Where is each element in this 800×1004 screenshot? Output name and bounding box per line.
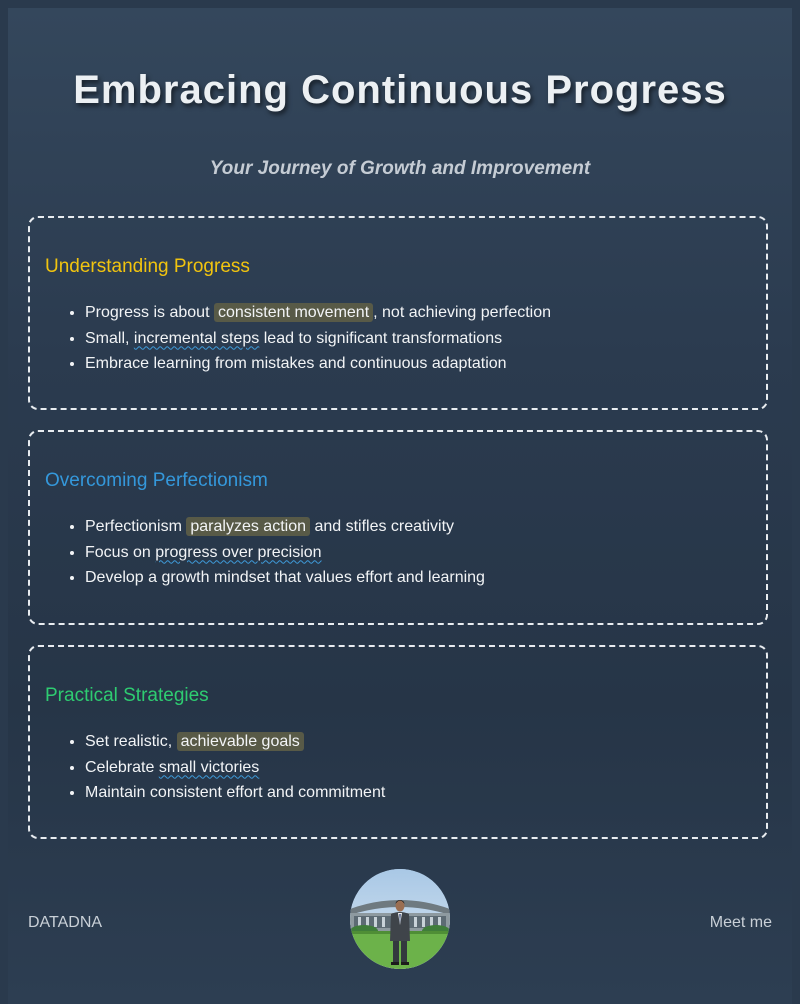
item-text: Maintain consistent effort and commitment xyxy=(85,784,386,801)
item-text: Set realistic, xyxy=(85,733,177,750)
list-item xyxy=(85,514,485,540)
card-title: Understanding Progress xyxy=(45,256,250,277)
brand-label: DATADNA xyxy=(28,914,103,931)
bullet-list xyxy=(45,729,385,806)
list-item xyxy=(85,351,551,377)
highlight-phrase: paralyzes action xyxy=(186,517,310,536)
card-practical-strategies xyxy=(28,645,768,839)
item-text: Perfectionism xyxy=(85,518,187,535)
bullet-list xyxy=(45,514,485,591)
card-overcoming-perfectionism xyxy=(28,430,768,625)
bullet-list xyxy=(45,300,551,377)
page-title: Embracing Continuous Progress xyxy=(73,68,727,112)
item-text: and stifles creativity xyxy=(310,518,455,535)
card-title: Overcoming Perfectionism xyxy=(45,470,268,491)
list-item xyxy=(85,780,385,806)
list-item xyxy=(85,729,385,755)
list-item xyxy=(85,565,485,591)
page-subtitle: Your Journey of Growth and Improvement xyxy=(209,158,591,179)
underlined-phrase: small victories xyxy=(158,758,260,776)
item-text: Small, xyxy=(85,329,134,347)
list-item xyxy=(85,755,385,781)
item-text: Embrace learning from mistakes and continuous adaptation xyxy=(85,355,507,372)
meet-me-link[interactable]: Meet me xyxy=(709,914,772,931)
item-text: Progress is about xyxy=(85,304,214,321)
highlight-phrase: achievable goals xyxy=(177,732,304,751)
underlined-phrase: incremental steps xyxy=(133,329,260,347)
card-understanding-progress xyxy=(28,216,768,410)
highlight-phrase: consistent movement xyxy=(214,303,373,322)
avatar-photo-icon xyxy=(350,869,450,969)
item-text: , not achieving perfection xyxy=(373,304,552,321)
item-text: lead to significant transformations xyxy=(259,329,503,347)
person-photo-avatar[interactable] xyxy=(350,869,450,969)
underlined-phrase: progress over precision xyxy=(155,543,322,561)
list-item xyxy=(85,540,485,566)
list-item xyxy=(85,300,551,326)
card-title: Practical Strategies xyxy=(45,685,209,706)
item-text: Celebrate xyxy=(85,758,159,776)
item-text: Focus on xyxy=(85,543,156,561)
slide-page xyxy=(8,8,792,1004)
item-text: Develop a growth mindset that values effort and learning xyxy=(85,569,485,586)
list-item xyxy=(85,326,551,352)
